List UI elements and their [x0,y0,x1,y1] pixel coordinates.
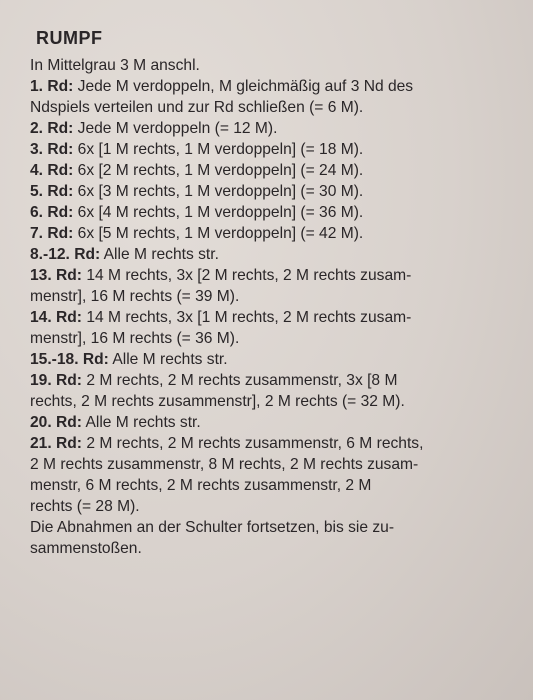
round-label: 20. Rd: [30,414,82,431]
instruction-line [30,202,500,223]
instruction-text: 6x [2 M rechts, 1 M verdoppeln] (= 24 M). [73,162,364,179]
instruction-line [30,244,500,265]
instruction-line [30,265,500,286]
round-label: 15.-18. Rd: [30,351,109,368]
round-label: 14. Rd: [30,309,82,326]
instruction-text: menstr], 16 M rechts (= 39 M). [30,288,240,305]
instructions [30,55,500,559]
instruction-line [30,328,500,349]
instruction-text: 14 M rechts, 3x [2 M rechts, 2 M rechts zusam- [82,267,412,284]
instruction-text: Jede M verdoppeln, M gleichmäßig auf 3 Nd des [73,78,414,95]
instruction-text: rechts (= 28 M). [30,498,140,515]
instruction-text: menstr, 6 M rechts, 2 M rechts zusammenstr, 2 M [30,477,372,494]
instruction-line [30,55,500,76]
instruction-text: rechts, 2 M rechts zusammenstr], 2 M rechts (= 32 M). [30,393,405,410]
round-label: 6. Rd: [30,204,74,221]
instruction-line [30,433,500,454]
instruction-text: Alle M rechts str. [82,414,201,431]
instruction-text: 6x [3 M rechts, 1 M verdoppeln] (= 30 M). [73,183,364,200]
instruction-line [30,160,500,181]
instruction-text: Die Abnahmen an der Schulter fortsetzen, bis sie zu- [30,519,395,536]
round-label: 13. Rd: [30,267,82,284]
instruction-text: 6x [4 M rechts, 1 M verdoppeln] (= 36 M). [73,204,364,221]
round-label: 3. Rd: [30,141,74,158]
section-title: RUMPF [36,28,103,48]
instruction-text: Alle M rechts str. [108,351,228,368]
instruction-line [30,370,500,391]
round-label: 7. Rd: [30,225,74,242]
instruction-line [30,538,500,559]
instruction-text: Alle M rechts str. [100,246,219,263]
pattern-page [30,28,500,559]
round-label: 19. Rd: [30,372,82,389]
round-label: 8.-12. Rd: [30,246,101,263]
instruction-line [30,97,500,118]
round-label: 2. Rd: [30,120,74,137]
instruction-line [30,223,500,244]
instruction-text: 2 M rechts, 2 M rechts zusammenstr, 6 M rechts, [82,435,424,452]
instruction-line [30,454,500,475]
instruction-text: menstr], 16 M rechts (= 36 M). [30,330,240,347]
round-label: 4. Rd: [30,162,74,179]
instruction-line [30,517,500,538]
instruction-line [30,475,500,496]
instruction-text: Ndspiels verteilen und zur Rd schließen (= 6 M). [30,99,364,116]
instruction-line [30,496,500,517]
instruction-text: sammenstoßen. [30,540,142,557]
instruction-text: 2 M rechts, 2 M rechts zusammenstr, 3x [8 M [82,372,398,389]
instruction-line [30,349,500,370]
round-label: 5. Rd: [30,183,74,200]
instruction-text: 2 M rechts zusammenstr, 8 M rechts, 2 M rechts zusam- [30,456,419,473]
instruction-text: 6x [5 M rechts, 1 M verdoppeln] (= 42 M). [73,225,364,242]
round-label: 21. Rd: [30,435,82,452]
instruction-text: 6x [1 M rechts, 1 M verdoppeln] (= 18 M). [73,141,364,158]
instruction-line [30,286,500,307]
instruction-text: Jede M verdoppeln (= 12 M). [73,120,278,137]
instruction-line [30,412,500,433]
instruction-line [30,139,500,160]
instruction-text: In Mittelgrau 3 M anschl. [30,57,200,74]
instruction-line [30,76,500,97]
instruction-line [30,181,500,202]
instruction-line [30,307,500,328]
instruction-text: 14 M rechts, 3x [1 M rechts, 2 M rechts zusam- [82,309,412,326]
instruction-line [30,391,500,412]
round-label: 1. Rd: [30,78,74,95]
instruction-line [30,118,500,139]
